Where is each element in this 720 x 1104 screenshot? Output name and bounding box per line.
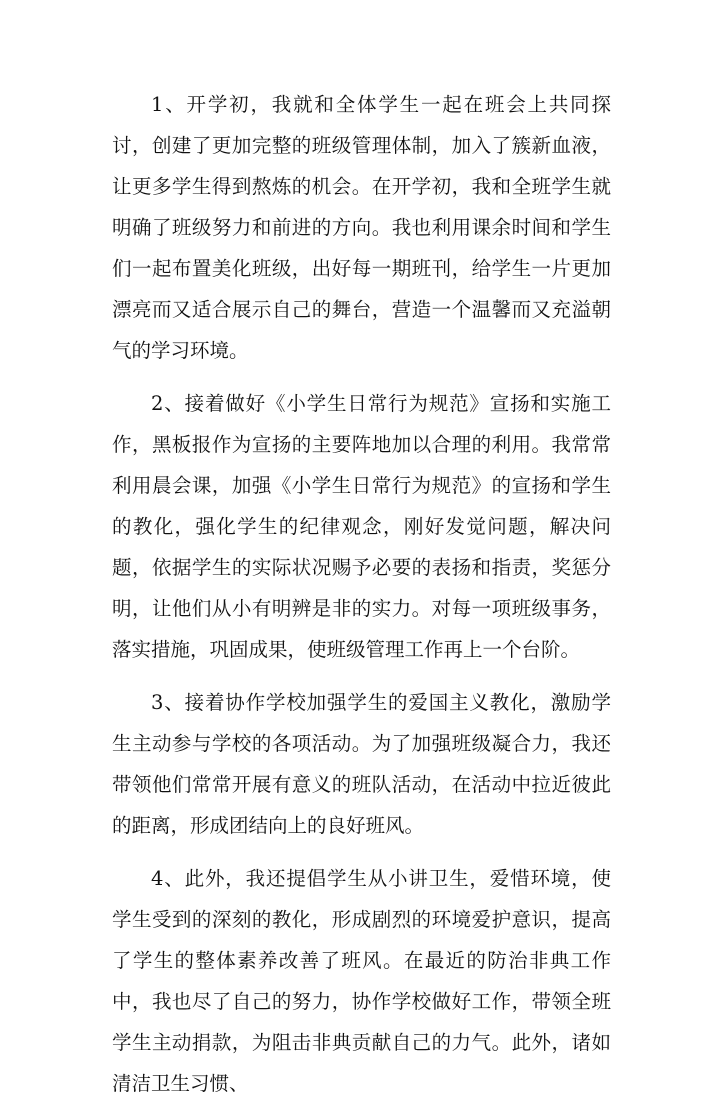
document-body xyxy=(112,84,611,1104)
paragraph-1: 1、开学初，我就和全体学生一起在班会上共同探讨，创建了更加完整的班级管理体制，加入了簇新血液，让更多学生得到熬炼的机会。在开学初，我和全班学生就明确了班级努力和前进的方向。我也利用课余时间和学生们一起布置美化班级，出好每一期班刊，给学生一片更加漂亮而又适合展示自己的舞台，营造一个温馨而又充溢朝气的学习环境。 xyxy=(112,93,611,362)
paragraph-2: 2、接着做好《小学生日常行为规范》宣扬和实施工作，黑板报作为宣扬的主要阵地加以合理的利用。我常常利用晨会课，加强《小学生日常行为规范》的宣扬和学生的教化，强化学生的纪律观念，刚好发觉问题，解决问题，依据学生的实际状况赐予必要的表扬和指责，奖惩分明，让他们从小有明辨是非的实力。对每一项班级事务，落实措施，巩固成果，使班级管理工作再上一个台阶。 xyxy=(112,392,611,661)
paragraph-3: 3、接着协作学校加强学生的爱国主义教化，激励学生主动参与学校的各项活动。为了加强班级凝合力，我还带领他们常常开展有意义的班队活动，在活动中拉近彼此的距离，形成团结向上的良好班风。 xyxy=(112,691,611,837)
paragraph-4: 4、此外，我还提倡学生从小讲卫生，爱惜环境，使学生受到的深刻的教化，形成剧烈的环境爱护意识，提高了学生的整体素养改善了班风。在最近的防治非典工作中，我也尽了自己的努力，协作学校做好工作，带领全班学生主动捐款，为阻击非典贡献自己的力气。此外，诸如清洁卫生习惯、 xyxy=(112,867,611,1095)
